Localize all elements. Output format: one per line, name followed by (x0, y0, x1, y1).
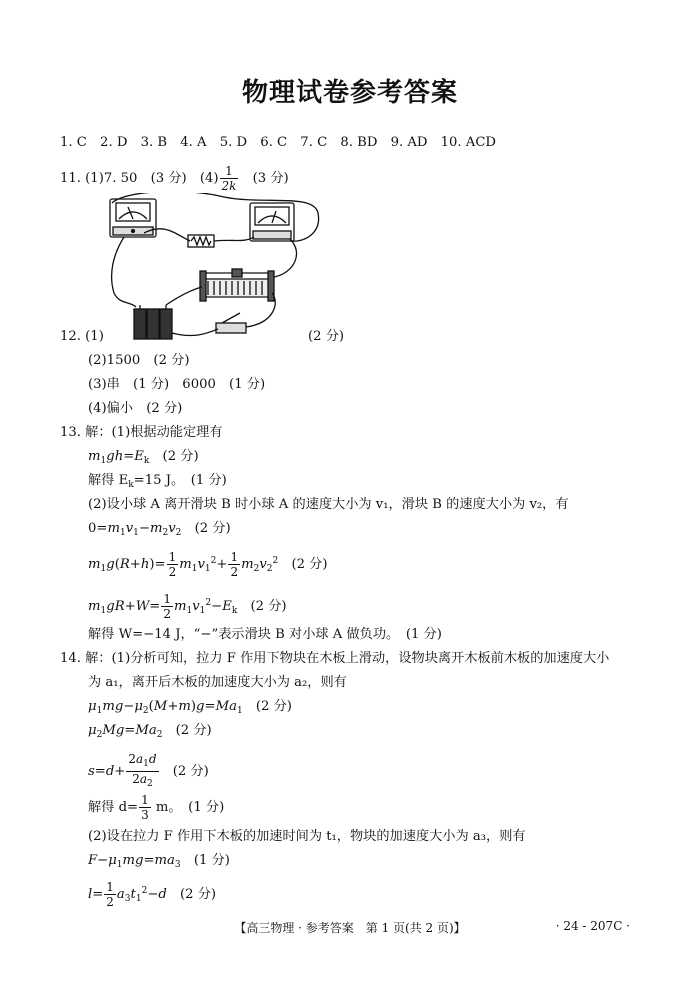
q13-final: 解得 W=−14 J，“−”表示滑块 B 对小球 A 做负功。 (1 分) (88, 627, 442, 642)
q13-eq-kinetic: $m_1g(R+h)=$ $\frac{1}{2}$ $m_1v_1^2+$ $\frac{1}{2}$ $m_2v_2^2$ (2 分) (88, 550, 328, 579)
q12-part4: (4)偏小 (2 分) (88, 401, 183, 416)
q11-answer (60, 164, 289, 193)
q11-frac-den: 2k (221, 179, 237, 193)
q12-part2: (2)1500 (2 分) (88, 353, 190, 368)
q13-solve-ek: 解得 $E_k=15$ J。 (1 分) (88, 473, 227, 490)
q14-eq1: $\mu_1mg-\mu_2(M+m)g=Ma_1$ (2 分) (88, 699, 292, 716)
q14-eq5: l= $\frac{1}{2}$ $a_3t_1^2-d$ (2 分) (88, 880, 217, 909)
rheostat-icon (200, 269, 274, 301)
q14-heading-2: 为 a₁，离开后木板的加速度大小为 a₂，则有 (88, 675, 347, 690)
q11-prefix: 11. (1)7. 50 (3 分) (4) (60, 171, 219, 186)
footer-page-info: 【高三物理 · 参考答案 第 1 页(共 2 页)】 (234, 921, 466, 935)
switch-icon (216, 313, 246, 333)
q13-eq-energy: $m_1gh=E_k$ (2 分) (88, 449, 199, 466)
battery-icon (134, 305, 172, 339)
q11-suffix: (3 分) (239, 171, 289, 186)
footer-code: · 24 - 207C · (555, 919, 630, 933)
q14-solve-d: 解得 d= $\frac{1}{3}$ m。 (1 分) (88, 793, 225, 822)
q14-part2-text: (2)设在拉力 F 作用下木板的加速时间为 t₁，物块的加速度大小为 a₃，则有 (88, 829, 526, 844)
q12-part1-score: (2 分) (308, 329, 345, 344)
q14-heading: 14. 解：(1)分析可知，拉力 F 作用下物块在木板上滑动，设物块离开木板前木板的加速度大小 (60, 651, 610, 666)
q11-frac-num: 1 (220, 164, 239, 179)
q13-part2-text: (2)设小球 A 离开滑块 B 时小球 A 的速度大小为 v₁，滑块 B 的速度大小为 v₂，有 (88, 497, 569, 512)
multiple-choice-answers: 1. C 2. D 3. B 4. A 5. D 6. C 7. C 8. BD 9. AD 10. ACD (60, 135, 496, 150)
resistor-icon (188, 235, 214, 247)
voltmeter-right-icon (250, 203, 294, 241)
q12-part1 (60, 328, 104, 346)
q12-label: 12. (1) (60, 329, 104, 344)
circuit-diagram (104, 193, 326, 343)
q11-fraction (220, 164, 239, 193)
q14-eq4: $F-\mu_1mg=ma_3$ (1 分) (88, 853, 230, 870)
q14-eq3: s=d+ $\frac{2a_1d}{2a_2}$ (2 分) (88, 752, 209, 789)
q12-part3: (3)串 (1 分) 6000 (1 分) (88, 377, 266, 392)
q13-eq-momentum: $0=m_1v_1-m_2v_2$ (2 分) (88, 521, 231, 538)
q13-heading: 13. 解：(1)根据动能定理有 (60, 425, 223, 440)
q13-eq-work: $m_1gR+W=$ $\frac{1}{2}$ $m_1v_1^2-E_k$ (2 分) (88, 592, 287, 621)
q14-eq2: $\mu_2Mg=Ma_2$ (2 分) (88, 723, 212, 740)
q13-eq-energy-score: (2 分) (162, 449, 199, 464)
page-title: 物理试卷参考答案 (241, 78, 458, 108)
